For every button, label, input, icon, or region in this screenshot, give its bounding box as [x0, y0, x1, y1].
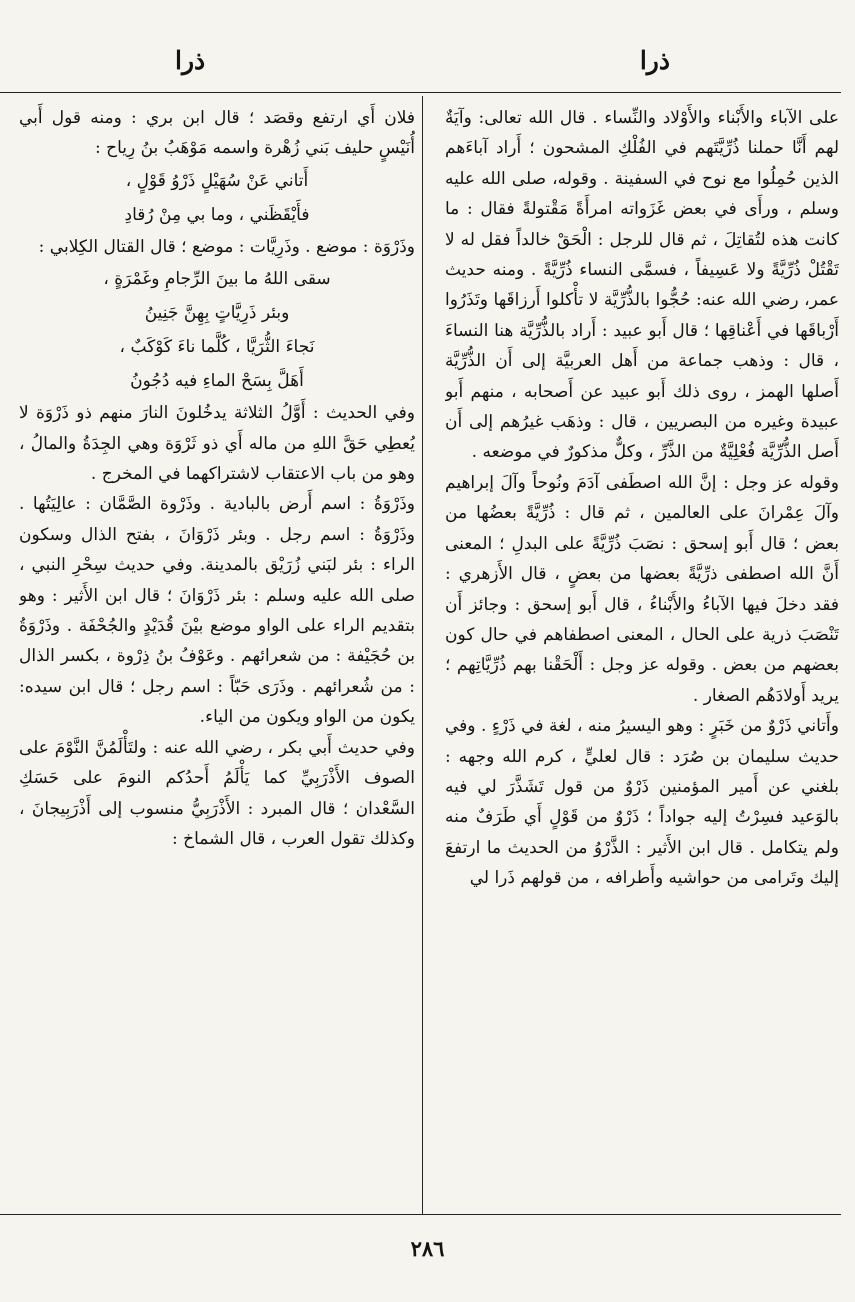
left-column: [19, 103, 415, 1209]
verse-line: وبئر ذَرِيَّاتٍ بِهِنَّ جَنِينُ: [144, 303, 290, 324]
entry-paragraph: وأَتاني ذَرْوٌ من خَبَرٍ : وهو اليسيرُ منه ، لغة في ذَرْءٍ . وفي حديث سليمان بن صُرَد : قال لعليٍّ ، كرم الله وجهه : بلغني عن أَمير المؤمنين ذَرْوٌ من قول تَشَذَّرَ لي فيه بالوَعيد فسِرْتُ إليه جواداً ؛ ذَرْوٌ من قَوْلٍ أَي طَرَفٌ منه ولم يتكامل . قال ابن الأَثير : الذَّرْوُ من الحديث ما ارتفعَ إليك وتَرامى من حواشيه وأَطرافه ، من قولهم ذَرا لي: [445, 716, 839, 889]
entry-paragraph: وقوله عز وجل : إنَّ الله اصطَفى آدَمَ ونُوحاً وآلَ إبراهيم وآلَ عِمْرانَ على العالمين ، ثم قال : ذُرِّيَّةً بعضُها من بعض ؛ قال أَبو إسحق : نصَبَ ذُرِّيَّةً على البدلِ ؛ المعنى أَنَّ الله اصطفى ذرِّيَّةً بعضها من بعضٍ ، قال الأَزهري : فقد دخلَ فيها الآباءُ والأَبْناءُ ، قال أَبو إسحق : وجائز أَن تَنْصَبَ ذرية على الحال ، المعنى اصطفاهم في حال كون بعضهم من بعض . وقوله عز وجل : أَلْحَقْنا بهم ذُرِّيَّاتِهم ؛ يريد أَولادَهُم الصغار .: [445, 472, 839, 706]
entry-paragraph: وفي حديث أَبي بكر ، رضي الله عنه : ولتَأْلَمُنَّ النَّوْمَ على الصوف الأَذْرَبِيِّ كما يَأْلَمُ أَحدُكم النومَ على حَسَكِ السَّعْدان ؛ قال المبرد : الأَذْرَبِيُّ منسوب إلى أَذْرَبِيجانَ ، وكذلك تقول العرب ، قال الشماخ :: [19, 737, 415, 849]
verse-line: فأَيْقَظَني ، وما بي مِنْ رُقادِ: [124, 204, 310, 225]
left-column-header: ذرا: [175, 46, 206, 75]
bottom-rule: [0, 1214, 841, 1215]
entry-paragraph: على الآباء والأَبْناء والأَوْلاد والنِّساء . قال الله تعالى: وآيَةٌ لهم أَنَّا حملنا ذُرِّيَّتَهم في الفُلْكِ المشحون ؛ أَراد آباءَهم الذين حُمِلُوا مع نوح في السفينة . وقوله، صلى الله عليه وسلم ، ورأَى في بعض غَزَواته امرأَةً مَقْتولةً فقال : ما كانت هذه لتُقاتِلَ ، ثم قال للرجل : الْحَقْ خالداً فقل له لا تَقْتُلْ ذُرِّيَّةً ولا عَسِيفاً ، فسمَّى النساء ذُرِّيَّةً . ومنه حديث عمر، رضي الله عنه: حُجُّوا بالذُّرِّيَّة لا تأْكلوا أَرزاقَها وتَذَرُوا أَرْباقَها في أَعْناقِها ؛ قال أَبو عبيد : أَراد بالذُّرِّيَّة هنا النساءَ ، قال : وذهب جماعة من أَهل العربيَّة إلى أَن الذُّرِّيَّة أَصلها الهمز ، روى ذلك أَبو عبيد عن أَصحابه ، منهم أَبو عبيدة وغيره من البصريين ، قال : وذهَب غيرُهم إلى أَن أَصل الذُّرِّيَّة فُعْلِيَّةٌ من الذَّرِّ ، وكلٌّ مذكورٌ في موضعه .: [445, 108, 839, 463]
verse-line: نَجاءَ الثُّرَيَّا ، كُلَّما ناءَ كَوْكَبٌ ،: [119, 337, 315, 358]
entry-paragraph: وذَرْوَةُ : اسم أَرض بالبادية . وذَرْوة الصَّمَّان : عالِيَتُها . وذَرْوَةُ : اسم رجل . وبئر ذَرْوَانَ ، بفتح الذال وسكون الراء : بئر لبَني زُرَيْق بالمدينة. وفي حديث سِحْرِ النبي ، صلى الله عليه وسلم : بئر ذَرْوَانَ ؛ قال ابن الأَثير : وهو بتقديم الراء على الواو موضع بيْنَ قُدَيْدٍ والجُحْفَة . وذَرْوَةُ بن حُجَيْفة : من شعرائهم . وعَوْفُ بنُ ذِرْوة ، بكسر الذال : من شُعرائهم . وذَرَى حَبّاً : اسم رجل ؛ قال ابن سيده: يكون من الواو ويكون من الياء.: [19, 494, 415, 728]
right-column: [445, 103, 839, 1209]
entry-paragraph: وذَرْوَة : موضع . وذَرِيَّات : موضع ؛ قال القتال الكِلابي :: [38, 236, 415, 257]
top-rule: [0, 92, 841, 93]
entry-paragraph: فلان أَي ارتفع وقصَد ؛ قال ابن بري : ومنه قول أَبي أُنَيْسٍ حليف بَني زُهْرة واسمه مَوْهَبُ بنُ رِياح :: [19, 108, 415, 159]
verse-line: أَتاني عَنْ سُهَيْلٍ ذَرْوُ قَوْلٍ ،: [125, 170, 309, 191]
column-divider: [422, 96, 423, 1214]
right-column-header: ذرا: [639, 46, 670, 75]
verse-line: أَهَلَّ بِسَحْ الماءِ فيه دُجُونُ: [130, 371, 304, 392]
running-headers: [0, 46, 855, 76]
verse-line: سقى اللهُ ما بينَ الرِّجامِ وغَمْرَةٍ ،: [103, 269, 331, 290]
entry-paragraph: وفي الحديث : أَوَّلُ الثلاثة يدخُلونَ النارَ منهم ذو ذَرْوَة لا يُعطِي حَقَّ اللهِ من ماله أَي ذو ثَرْوَة وهي الجِدَةُ والمالُ ، وهو من باب الاعتقاب لاشتراكهما في المخرج .: [19, 403, 415, 485]
page-number: ٢٨٦: [410, 1236, 445, 1261]
